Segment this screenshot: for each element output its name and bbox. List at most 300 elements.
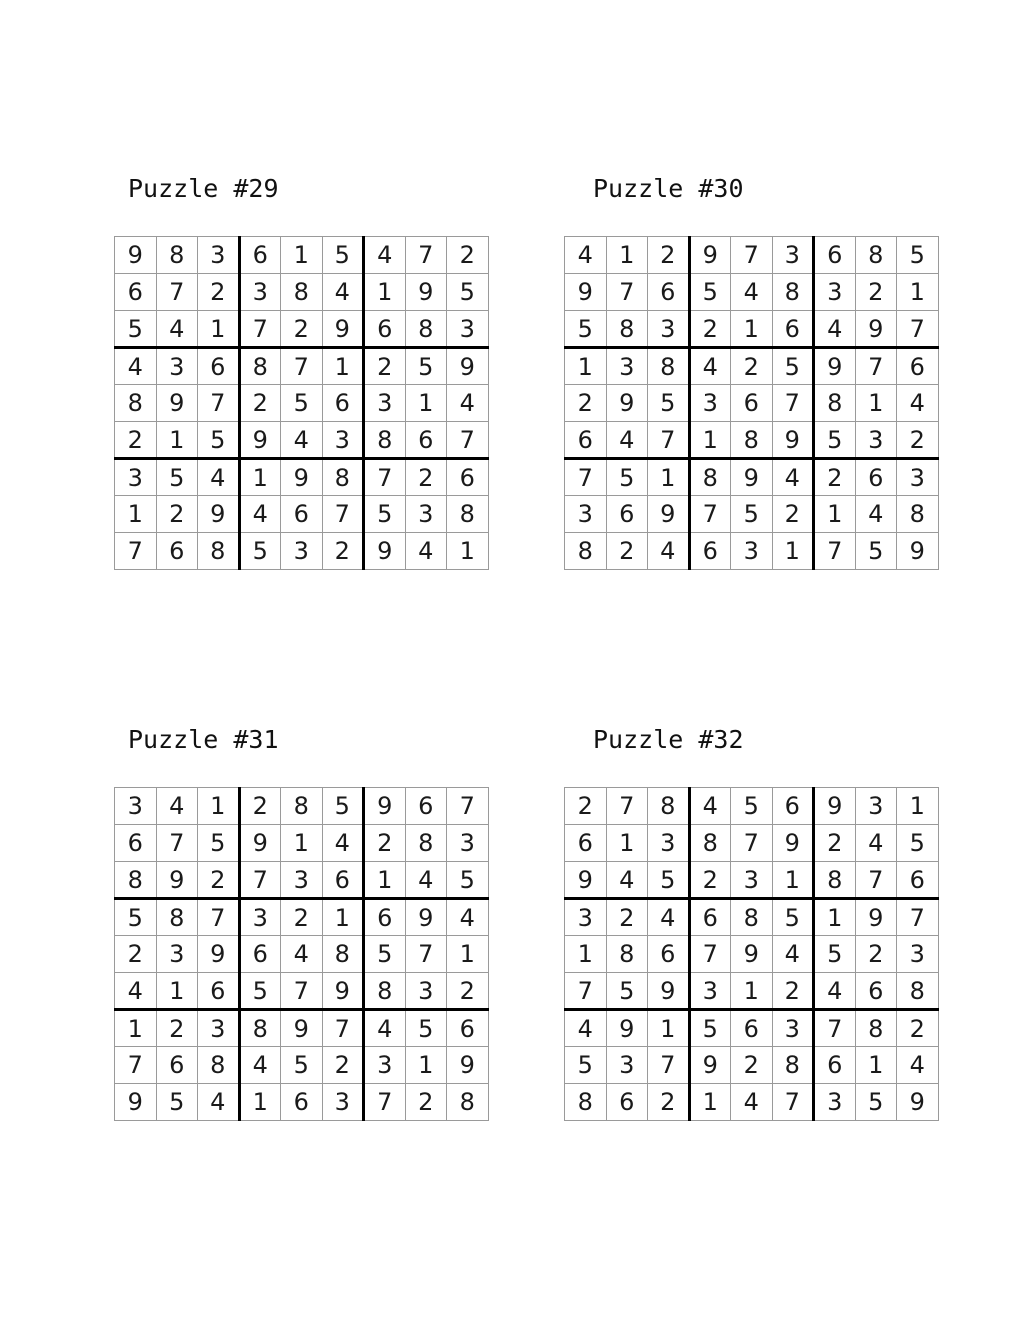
grid-cell: 7 [281, 348, 323, 385]
grid-cell: 2 [897, 1010, 939, 1047]
grid-cell: 5 [239, 533, 281, 570]
grid-cell: 4 [198, 459, 240, 496]
grid-cell: 4 [897, 1047, 939, 1084]
grid-cell: 5 [731, 496, 773, 533]
grid-cell: 2 [772, 496, 814, 533]
grid-cell: 3 [606, 348, 648, 385]
sudoku-grid [114, 787, 489, 1121]
grid-cell: 7 [115, 533, 157, 570]
grid-cell: 4 [648, 533, 690, 570]
grid-cell: 3 [115, 788, 157, 825]
grid-cell: 5 [689, 1010, 731, 1047]
grid-cell: 7 [897, 899, 939, 936]
grid-cell: 8 [897, 496, 939, 533]
grid-cell: 9 [648, 496, 690, 533]
grid-cell: 2 [156, 1010, 198, 1047]
grid-cell: 1 [772, 862, 814, 899]
grid-row [115, 899, 489, 936]
grid-cell: 5 [855, 533, 897, 570]
grid-cell: 5 [115, 311, 157, 348]
grid-row [115, 862, 489, 899]
grid-row [115, 385, 489, 422]
grid-row [565, 422, 939, 459]
grid-cell: 6 [239, 936, 281, 973]
grid-cell: 8 [281, 274, 323, 311]
grid-cell: 9 [405, 899, 447, 936]
grid-row [565, 973, 939, 1010]
grid-cell: 1 [239, 459, 281, 496]
grid-cell: 1 [405, 385, 447, 422]
grid-cell: 5 [364, 936, 406, 973]
grid-row [565, 348, 939, 385]
puzzle-title: Puzzle #32 [593, 725, 744, 754]
grid-row [115, 825, 489, 862]
grid-cell: 1 [198, 788, 240, 825]
grid-cell: 1 [814, 496, 856, 533]
grid-cell: 2 [731, 1047, 773, 1084]
grid-cell: 7 [156, 274, 198, 311]
grid-cell: 5 [772, 899, 814, 936]
grid-cell: 5 [689, 274, 731, 311]
grid-cell: 9 [198, 936, 240, 973]
grid-cell: 7 [648, 422, 690, 459]
grid-row [115, 459, 489, 496]
grid-cell: 1 [322, 348, 364, 385]
grid-cell: 3 [648, 311, 690, 348]
grid-cell: 6 [814, 237, 856, 274]
grid-cell: 3 [405, 496, 447, 533]
grid-cell: 2 [447, 973, 489, 1010]
grid-cell: 9 [115, 237, 157, 274]
grid-cell: 3 [565, 899, 607, 936]
grid-cell: 2 [689, 862, 731, 899]
grid-row [565, 533, 939, 570]
grid-cell: 2 [364, 825, 406, 862]
grid-cell: 8 [689, 459, 731, 496]
grid-cell: 3 [198, 237, 240, 274]
grid-cell: 3 [897, 936, 939, 973]
grid-cell: 5 [648, 862, 690, 899]
grid-row [115, 237, 489, 274]
grid-cell: 2 [606, 899, 648, 936]
grid-cell: 5 [115, 899, 157, 936]
grid-cell: 4 [772, 459, 814, 496]
grid-cell: 8 [565, 533, 607, 570]
grid-cell: 1 [447, 533, 489, 570]
grid-cell: 7 [731, 825, 773, 862]
grid-cell: 3 [281, 533, 323, 570]
grid-cell: 6 [322, 385, 364, 422]
sudoku-grid [114, 236, 489, 570]
grid-cell: 2 [115, 936, 157, 973]
grid-cell: 7 [606, 788, 648, 825]
grid-cell: 6 [897, 862, 939, 899]
grid-cell: 1 [855, 385, 897, 422]
grid-cell: 4 [814, 973, 856, 1010]
grid-cell: 6 [731, 385, 773, 422]
grid-cell: 1 [364, 862, 406, 899]
grid-cell: 8 [322, 936, 364, 973]
grid-cell: 6 [198, 973, 240, 1010]
grid-cell: 6 [447, 1010, 489, 1047]
grid-cell: 6 [855, 973, 897, 1010]
grid-cell: 6 [322, 862, 364, 899]
grid-cell: 8 [606, 311, 648, 348]
grid-cell: 5 [281, 385, 323, 422]
grid-cell: 6 [364, 311, 406, 348]
puzzle-title: Puzzle #31 [128, 725, 279, 754]
grid-cell: 4 [648, 899, 690, 936]
grid-cell: 3 [405, 973, 447, 1010]
puzzle-title: Puzzle #30 [593, 174, 744, 203]
grid-cell: 6 [565, 422, 607, 459]
grid-cell: 4 [447, 385, 489, 422]
grid-cell: 5 [814, 422, 856, 459]
grid-cell: 7 [364, 1084, 406, 1121]
grid-row [115, 311, 489, 348]
grid-cell: 4 [405, 533, 447, 570]
grid-cell: 2 [565, 385, 607, 422]
grid-row [565, 385, 939, 422]
grid-row [115, 533, 489, 570]
grid-cell: 3 [814, 274, 856, 311]
grid-cell: 3 [689, 385, 731, 422]
grid-row [115, 936, 489, 973]
grid-cell: 7 [731, 237, 773, 274]
grid-cell: 2 [897, 422, 939, 459]
grid-cell: 9 [731, 936, 773, 973]
grid-row [565, 1084, 939, 1121]
grid-cell: 5 [897, 825, 939, 862]
grid-cell: 5 [156, 1084, 198, 1121]
grid-cell: 7 [364, 459, 406, 496]
grid-cell: 8 [814, 862, 856, 899]
grid-cell: 4 [772, 936, 814, 973]
grid-cell: 7 [855, 862, 897, 899]
grid-row [115, 1010, 489, 1047]
grid-cell: 9 [565, 274, 607, 311]
grid-row [115, 1047, 489, 1084]
grid-cell: 4 [565, 237, 607, 274]
grid-cell: 7 [689, 936, 731, 973]
grid-cell: 7 [772, 1084, 814, 1121]
grid-row [115, 274, 489, 311]
grid-cell: 7 [239, 862, 281, 899]
grid-cell: 2 [814, 825, 856, 862]
grid-cell: 6 [731, 1010, 773, 1047]
grid-cell: 6 [689, 899, 731, 936]
grid-cell: 7 [447, 422, 489, 459]
grid-cell: 1 [606, 825, 648, 862]
grid-cell: 1 [772, 533, 814, 570]
grid-cell: 3 [855, 788, 897, 825]
grid-cell: 5 [156, 459, 198, 496]
grid-cell: 4 [322, 825, 364, 862]
grid-cell: 5 [239, 973, 281, 1010]
grid-cell: 7 [606, 274, 648, 311]
grid-cell: 1 [731, 311, 773, 348]
grid-row [565, 899, 939, 936]
grid-cell: 9 [814, 348, 856, 385]
grid-cell: 4 [814, 311, 856, 348]
grid-cell: 7 [115, 1047, 157, 1084]
grid-cell: 4 [364, 237, 406, 274]
grid-cell: 8 [364, 422, 406, 459]
grid-cell: 2 [565, 788, 607, 825]
sudoku-grid [564, 236, 939, 570]
grid-cell: 9 [606, 385, 648, 422]
grid-cell: 2 [648, 237, 690, 274]
grid-cell: 3 [648, 825, 690, 862]
grid-cell: 7 [855, 348, 897, 385]
grid-row [565, 862, 939, 899]
grid-cell: 1 [897, 788, 939, 825]
grid-cell: 6 [565, 825, 607, 862]
grid-cell: 4 [897, 385, 939, 422]
grid-cell: 3 [565, 496, 607, 533]
grid-cell: 8 [855, 237, 897, 274]
grid-cell: 8 [115, 385, 157, 422]
grid-cell: 9 [565, 862, 607, 899]
grid-cell: 8 [772, 274, 814, 311]
grid-cell: 6 [156, 533, 198, 570]
grid-cell: 6 [897, 348, 939, 385]
grid-cell: 5 [405, 348, 447, 385]
grid-cell: 8 [364, 973, 406, 1010]
grid-cell: 6 [115, 825, 157, 862]
grid-cell: 5 [606, 973, 648, 1010]
grid-cell: 7 [322, 1010, 364, 1047]
grid-row [565, 274, 939, 311]
grid-cell: 3 [897, 459, 939, 496]
grid-cell: 8 [447, 496, 489, 533]
grid-cell: 5 [447, 274, 489, 311]
puzzle-title: Puzzle #29 [128, 174, 279, 203]
grid-cell: 1 [405, 1047, 447, 1084]
grid-cell: 7 [897, 311, 939, 348]
grid-cell: 2 [239, 788, 281, 825]
grid-cell: 1 [648, 1010, 690, 1047]
grid-cell: 9 [606, 1010, 648, 1047]
grid-cell: 8 [648, 788, 690, 825]
grid-cell: 1 [606, 237, 648, 274]
grid-cell: 2 [855, 274, 897, 311]
grid-cell: 9 [156, 385, 198, 422]
grid-cell: 5 [772, 348, 814, 385]
grid-cell: 9 [447, 348, 489, 385]
grid-cell: 8 [281, 788, 323, 825]
grid-cell: 2 [405, 459, 447, 496]
grid-cell: 7 [814, 533, 856, 570]
grid-cell: 5 [606, 459, 648, 496]
grid-cell: 3 [239, 274, 281, 311]
grid-cell: 9 [322, 973, 364, 1010]
grid-cell: 3 [772, 237, 814, 274]
grid-cell: 8 [405, 825, 447, 862]
grid-cell: 2 [772, 973, 814, 1010]
grid-cell: 2 [648, 1084, 690, 1121]
grid-cell: 3 [239, 899, 281, 936]
grid-cell: 3 [731, 533, 773, 570]
grid-cell: 1 [565, 348, 607, 385]
grid-cell: 8 [198, 1047, 240, 1084]
grid-cell: 4 [405, 862, 447, 899]
grid-cell: 2 [405, 1084, 447, 1121]
grid-cell: 4 [855, 496, 897, 533]
grid-cell: 4 [447, 899, 489, 936]
grid-cell: 3 [198, 1010, 240, 1047]
grid-cell: 6 [447, 459, 489, 496]
grid-cell: 3 [322, 422, 364, 459]
grid-cell: 5 [281, 1047, 323, 1084]
grid-cell: 9 [447, 1047, 489, 1084]
grid-cell: 7 [156, 825, 198, 862]
grid-cell: 4 [281, 936, 323, 973]
grid-cell: 3 [281, 862, 323, 899]
grid-cell: 1 [689, 422, 731, 459]
grid-cell: 2 [814, 459, 856, 496]
grid-cell: 9 [115, 1084, 157, 1121]
grid-cell: 9 [772, 422, 814, 459]
grid-cell: 1 [198, 311, 240, 348]
grid-cell: 9 [156, 862, 198, 899]
grid-cell: 4 [606, 862, 648, 899]
grid-cell: 9 [281, 459, 323, 496]
grid-row [115, 1084, 489, 1121]
grid-cell: 7 [447, 788, 489, 825]
grid-cell: 1 [156, 973, 198, 1010]
grid-cell: 6 [814, 1047, 856, 1084]
grid-cell: 6 [405, 788, 447, 825]
grid-cell: 6 [405, 422, 447, 459]
grid-cell: 4 [239, 1047, 281, 1084]
grid-cell: 8 [198, 533, 240, 570]
grid-cell: 6 [772, 311, 814, 348]
grid-cell: 3 [156, 936, 198, 973]
grid-cell: 8 [239, 1010, 281, 1047]
grid-cell: 1 [897, 274, 939, 311]
grid-cell: 3 [322, 1084, 364, 1121]
grid-cell: 8 [447, 1084, 489, 1121]
grid-cell: 8 [814, 385, 856, 422]
grid-cell: 1 [855, 1047, 897, 1084]
grid-cell: 6 [689, 533, 731, 570]
grid-cell: 7 [198, 899, 240, 936]
grid-cell: 4 [156, 311, 198, 348]
grid-cell: 9 [648, 973, 690, 1010]
grid-cell: 9 [855, 899, 897, 936]
grid-cell: 6 [156, 1047, 198, 1084]
grid-cell: 9 [814, 788, 856, 825]
grid-cell: 8 [606, 936, 648, 973]
grid-cell: 3 [689, 973, 731, 1010]
grid-cell: 3 [772, 1010, 814, 1047]
grid-cell: 7 [239, 311, 281, 348]
grid-cell: 4 [689, 788, 731, 825]
grid-cell: 3 [606, 1047, 648, 1084]
grid-cell: 7 [405, 237, 447, 274]
grid-cell: 9 [198, 496, 240, 533]
grid-row [115, 496, 489, 533]
grid-cell: 4 [115, 348, 157, 385]
grid-row [565, 311, 939, 348]
grid-cell: 1 [281, 825, 323, 862]
grid-cell: 1 [447, 936, 489, 973]
grid-cell: 9 [239, 422, 281, 459]
grid-cell: 1 [364, 274, 406, 311]
grid-cell: 8 [731, 422, 773, 459]
grid-cell: 9 [897, 1084, 939, 1121]
grid-cell: 1 [115, 496, 157, 533]
grid-cell: 2 [322, 1047, 364, 1084]
grid-row [565, 1047, 939, 1084]
grid-cell: 2 [364, 348, 406, 385]
grid-row [565, 496, 939, 533]
grid-cell: 7 [565, 459, 607, 496]
grid-cell: 8 [239, 348, 281, 385]
grid-cell: 4 [156, 788, 198, 825]
grid-row [565, 825, 939, 862]
grid-cell: 7 [405, 936, 447, 973]
grid-cell: 2 [239, 385, 281, 422]
grid-cell: 6 [198, 348, 240, 385]
grid-cell: 4 [198, 1084, 240, 1121]
grid-cell: 2 [447, 237, 489, 274]
grid-cell: 2 [281, 311, 323, 348]
grid-cell: 5 [447, 862, 489, 899]
grid-cell: 9 [897, 533, 939, 570]
grid-cell: 1 [731, 973, 773, 1010]
grid-cell: 4 [731, 1084, 773, 1121]
grid-cell: 4 [364, 1010, 406, 1047]
grid-cell: 8 [565, 1084, 607, 1121]
grid-cell: 1 [322, 899, 364, 936]
grid-cell: 4 [281, 422, 323, 459]
grid-cell: 5 [198, 422, 240, 459]
grid-cell: 4 [606, 422, 648, 459]
grid-cell: 9 [322, 311, 364, 348]
grid-cell: 8 [897, 973, 939, 1010]
grid-cell: 9 [405, 274, 447, 311]
grid-cell: 5 [855, 1084, 897, 1121]
grid-row [115, 973, 489, 1010]
sudoku-grid [564, 787, 939, 1121]
grid-cell: 6 [364, 899, 406, 936]
grid-cell: 1 [814, 899, 856, 936]
grid-cell: 9 [239, 825, 281, 862]
grid-cell: 8 [115, 862, 157, 899]
grid-cell: 2 [198, 274, 240, 311]
grid-cell: 6 [281, 496, 323, 533]
grid-cell: 3 [731, 862, 773, 899]
grid-cell: 1 [689, 1084, 731, 1121]
grid-cell: 2 [198, 862, 240, 899]
grid-cell: 9 [689, 237, 731, 274]
grid-cell: 3 [115, 459, 157, 496]
grid-cell: 8 [405, 311, 447, 348]
grid-cell: 4 [565, 1010, 607, 1047]
grid-cell: 7 [198, 385, 240, 422]
grid-cell: 4 [689, 348, 731, 385]
grid-cell: 8 [731, 899, 773, 936]
grid-cell: 2 [115, 422, 157, 459]
grid-row [565, 788, 939, 825]
grid-cell: 9 [731, 459, 773, 496]
grid-cell: 8 [156, 899, 198, 936]
grid-cell: 3 [364, 385, 406, 422]
grid-row [565, 936, 939, 973]
grid-cell: 5 [731, 788, 773, 825]
